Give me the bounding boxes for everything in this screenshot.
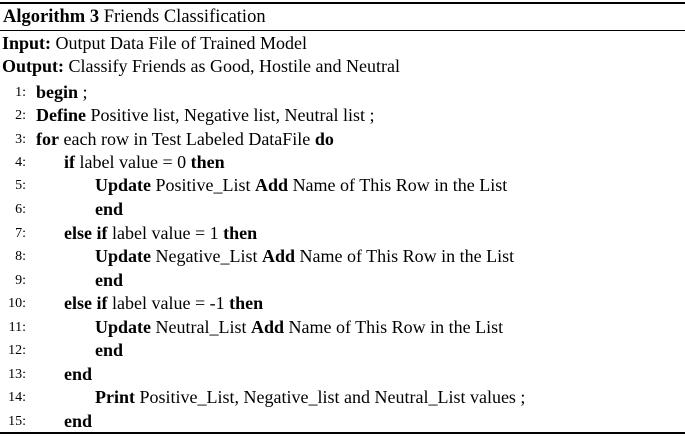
keyword: else if [64, 223, 108, 243]
line-number: 2: [15, 108, 26, 123]
line-content [64, 292, 263, 316]
line-number: 5: [15, 178, 26, 193]
line-number: 9: [15, 273, 26, 288]
input-keyword: Input: [2, 33, 52, 53]
output-text: Classify Friends as Good, Hostile and Neutral [68, 56, 400, 76]
algorithm-line [0, 410, 685, 434]
line-number: 8: [15, 249, 26, 264]
keyword: Add [251, 317, 285, 337]
keyword: Update [95, 246, 152, 266]
algorithm-line [0, 128, 685, 152]
keyword: end [95, 199, 124, 219]
line-content [95, 316, 503, 340]
algorithm-label: Algorithm 3 [3, 7, 100, 27]
line-content [36, 81, 88, 105]
statement-text: Negative_List [151, 246, 262, 266]
output-line [2, 55, 400, 79]
algorithm-line [0, 222, 685, 246]
line-content [95, 269, 123, 293]
keyword: begin [36, 82, 79, 102]
keyword: Print [95, 387, 135, 407]
line-number: 11: [8, 320, 26, 335]
line-content [36, 128, 334, 152]
algorithm-line [0, 316, 685, 340]
keyword: then [190, 152, 225, 172]
algorithm-line [0, 269, 685, 293]
caption-rule [0, 30, 685, 31]
line-number: 6: [15, 202, 26, 217]
statement-text: each row in Test Labeled DataFile [58, 129, 315, 149]
statement-text: Positive_List, Negative_list and Neutral_List values ; [135, 387, 526, 407]
keyword: Update [95, 175, 152, 195]
keyword: end [95, 270, 124, 290]
line-content [64, 363, 92, 387]
keyword: for [36, 129, 59, 149]
line-number: 3: [15, 132, 26, 147]
statement-text: Name of This Row in the List [288, 175, 508, 195]
keyword: do [314, 129, 334, 149]
statement-text: Neutral_List [151, 317, 251, 337]
line-content [95, 174, 507, 198]
input-text: Output Data File of Trained Model [55, 33, 308, 53]
input-line [2, 32, 307, 56]
algorithm-line [0, 151, 685, 175]
algorithm-name: Friends Classification [103, 7, 266, 27]
algorithm-line [0, 198, 685, 222]
line-content [95, 339, 123, 363]
keyword: Add [262, 246, 296, 266]
algorithm-line [0, 292, 685, 316]
algorithm-caption [3, 4, 266, 30]
line-content [95, 198, 123, 222]
algorithm-line [0, 245, 685, 269]
keyword: then [229, 293, 264, 313]
statement-text: Name of This Row in the List [284, 317, 504, 337]
algorithm-line [0, 81, 685, 105]
bottom-rule [0, 432, 685, 434]
statement-text: label value = -1 [107, 293, 230, 313]
statement-text: label value = 0 [75, 152, 191, 172]
algorithm-line [0, 363, 685, 387]
line-content [36, 104, 374, 128]
line-number: 14: [8, 390, 26, 405]
statement-text: label value = 1 [107, 223, 224, 243]
line-content [64, 222, 257, 246]
line-number: 4: [15, 155, 26, 170]
statement-text: Name of This Row in the List [295, 246, 515, 266]
keyword: end [64, 411, 93, 431]
line-number: 1: [15, 85, 26, 100]
statement-text: ; [78, 82, 88, 102]
keyword: end [64, 364, 93, 384]
line-content [95, 245, 514, 269]
keyword: end [95, 340, 124, 360]
statement-text: Positive list, Negative list, Neutral list ; [85, 105, 375, 125]
line-content [95, 386, 525, 410]
line-number: 10: [8, 296, 26, 311]
keyword: Define [36, 105, 86, 125]
algorithm-line [0, 104, 685, 128]
keyword: else if [64, 293, 108, 313]
keyword: then [223, 223, 258, 243]
line-content [64, 151, 225, 175]
line-number: 12: [8, 343, 26, 358]
keyword: Update [95, 317, 152, 337]
line-number: 13: [8, 367, 26, 382]
output-keyword: Output: [2, 56, 65, 76]
statement-text: Positive_List [151, 175, 256, 195]
algorithm-line [0, 339, 685, 363]
algorithm-line [0, 386, 685, 410]
keyword: Add [255, 175, 289, 195]
line-content [64, 410, 92, 434]
algorithm-line [0, 174, 685, 198]
keyword: if [64, 152, 75, 172]
line-number: 15: [8, 414, 26, 429]
line-number: 7: [15, 226, 26, 241]
